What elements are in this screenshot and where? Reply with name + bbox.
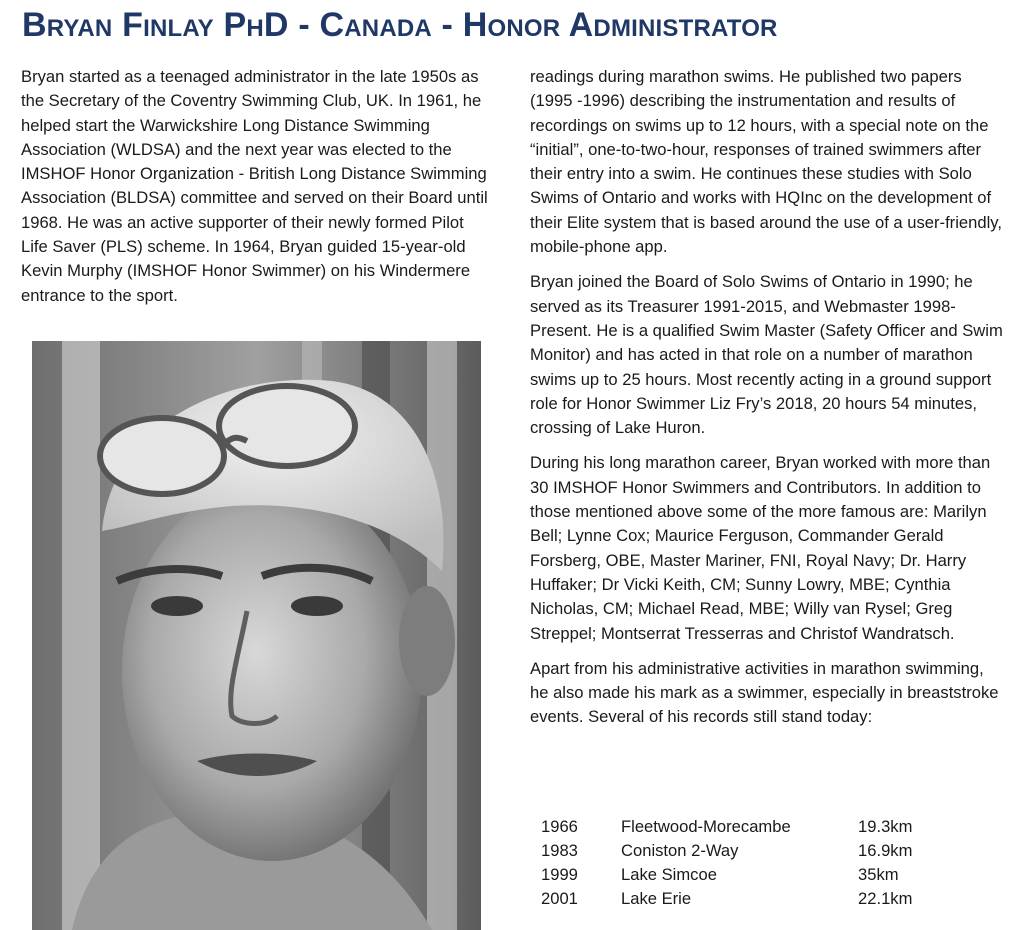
research-paragraph: readings during marathon swims. He published two papers (1995 -1996) describing the instrumentation and results of recordings on swims up to 12 hours, with a special note on the “initial”, one-to-two-hour, responses of trained swimmers after their entry into a swim. He continues these studies with Solo Swims of Ontario and works with HQInc on the development of their Elite system that is based around the use of a user-friendly, mobile-phone app. (530, 67, 1002, 257)
portrait-photo (32, 341, 481, 930)
records-table (541, 815, 912, 911)
record-distance: 35km (858, 865, 899, 884)
career-paragraph: During his long marathon career, Bryan worked with more than 30 IMSHOF Honor Swimmers and Contributors. In addition to those mentioned above some of the more famous are: Marilyn Bell; Lynne Cox; Maurice Ferguson, Commander Gerald Forsberg, OBE, Master Mariner, FNI, Royal Navy; Dr. Harry Huffaker; Dr Vicki Keith, CM; Sunny Lowry, MBE; Cynthia Nicholas, CM; Michael Read, MBE; Willy van Rysel; Greg Streppel; Montserrat Tresserras and Christof Wandratsch. (530, 453, 991, 643)
record-distance: 22.1km (858, 889, 913, 908)
record-year: 1983 (541, 841, 578, 860)
record-location: Lake Erie (621, 889, 692, 908)
record-year: 1999 (541, 865, 578, 884)
page-title: Bryan Finlay PhD - Canada - Honor Administrator (22, 6, 778, 44)
right-column (530, 65, 1005, 741)
table-row (541, 863, 912, 887)
record-year: 1966 (541, 817, 578, 836)
table-row (541, 839, 912, 863)
record-year: 2001 (541, 889, 578, 908)
left-column (21, 65, 493, 320)
record-distance: 19.3km (858, 817, 913, 836)
intro-paragraph: Bryan started as a teenaged administrator in the late 1950s as the Secretary of the Coventry Swimming Club, UK. In 1961, he helped start the Warwickshire Long Distance Swimming Association (WLDSA) and the next year was elected to the IMSHOF Honor Organization - British Long Distance Swimming Association (BLDSA) committee and served on their Board until 1968. He was an active supporter of their newly formed Pilot Life Saver (PLS) scheme. In 1964, Bryan guided 15-year-old Kevin Murphy (IMSHOF Honor Swimmer) on his Windermere entrance to the sport. (21, 67, 488, 305)
table-row (541, 815, 912, 839)
swimmer-portrait-image (32, 341, 481, 930)
record-distance: 16.9km (858, 841, 913, 860)
record-location: Lake Simcoe (621, 865, 717, 884)
board-paragraph: Bryan joined the Board of Solo Swims of Ontario in 1990; he served as its Treasurer 1991-2015, and Webmaster 1998-Present. He is a qualified Swim Master (Safety Officer and Swim Monitor) and has acted in that role on a number of marathon swims up to 25 hours. Most recently acting in a ground support role for Honor Swimmer Liz Fry’s 2018, 20 hours 54 minutes, crossing of Lake Huron. (530, 272, 1003, 438)
record-location: Coniston 2-Way (621, 841, 739, 860)
swimmer-paragraph: Apart from his administrative activities in marathon swimming, he also made his mark as a swimmer, especially in breaststroke events. Several of his records still stand today: (530, 658, 999, 727)
table-row (541, 887, 912, 911)
record-location: Fleetwood-Morecambe (621, 817, 791, 836)
